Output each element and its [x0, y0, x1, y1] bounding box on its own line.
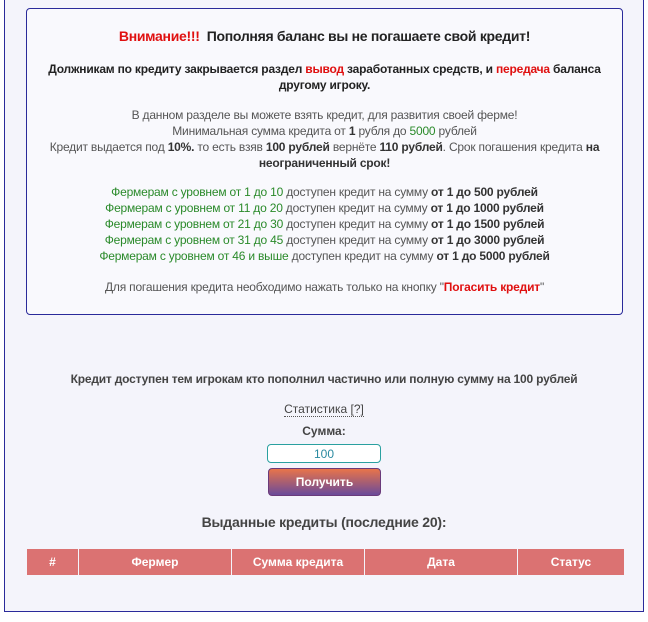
level-range: Фермерам с уровнем от 21 до 30 — [104, 217, 284, 231]
level-text: доступен кредит на сумму — [282, 201, 431, 215]
desc-rate: 10%. — [167, 140, 195, 154]
desc-term-prefix: . Срок погашения кредита — [442, 140, 586, 154]
level-row — [37, 200, 612, 216]
desc-return-prefix: вернёте — [329, 140, 380, 154]
level-text: доступен кредит на сумму — [283, 217, 432, 231]
level-text: доступен кредит на сумму — [288, 249, 437, 263]
stats-link[interactable]: Статистика [?] — [284, 402, 364, 416]
level-range: Фермерам с уровнем от 1 до 10 — [111, 185, 284, 199]
col-status: Статус — [518, 549, 625, 576]
desc-term: на неограниченный срок! — [258, 140, 600, 170]
desc-return: 110 рублей — [379, 140, 443, 154]
desc-max-value: 5000 — [409, 124, 436, 138]
level-text: доступен кредит на сумму — [283, 233, 432, 247]
desc-min-prefix: Минимальная сумма кредита от — [172, 124, 349, 138]
issued-credits-title: Выданные кредиты (последние 20): — [201, 514, 447, 530]
debtors-peredacha: передача — [495, 62, 550, 76]
col-number: # — [27, 549, 79, 576]
desc-line-2 — [37, 123, 612, 139]
col-farmer: Фермер — [79, 549, 232, 576]
level-range: Фермерам с уровнем от 31 до 45 — [104, 233, 284, 247]
debtors-notice — [37, 61, 612, 93]
debtors-text-1: Должникам по кредиту закрывается раздел — [48, 62, 306, 76]
page-container — [4, 0, 644, 612]
col-date: Дата — [365, 549, 518, 576]
desc-took: 100 рублей — [265, 140, 330, 154]
attention-text: Внимание!!! — [118, 28, 200, 44]
level-amount: от 1 до 1500 рублей — [431, 217, 545, 231]
desc-line-1: В данном разделе вы можете взять кредит, для развития своей ферме! — [131, 108, 518, 122]
desc-currency: рублей — [435, 124, 477, 138]
desc-line-3 — [37, 139, 612, 171]
desc-rate-prefix: Кредит выдается под — [49, 140, 168, 154]
credits-table — [26, 548, 625, 576]
level-amount: от 1 до 3000 рублей — [431, 233, 545, 247]
repay-end: " — [539, 280, 544, 294]
debtors-text-2: заработанных средств, и — [343, 62, 496, 76]
level-range: Фермерам с уровнем от 11 до 20 — [105, 201, 283, 215]
sum-input[interactable] — [267, 444, 381, 463]
get-credit-button[interactable]: Получить — [268, 468, 381, 496]
level-amount: от 1 до 5000 рублей — [436, 249, 550, 263]
repay-button-name: Погасить кредит — [443, 280, 540, 294]
warning-text: Пополняя баланс вы не погашаете свой кредит! — [206, 28, 531, 44]
credit-description — [37, 107, 612, 171]
debtors-text-3: баланса другому игроку. — [278, 62, 601, 92]
warning-line — [27, 28, 622, 44]
level-text: доступен кредит на сумму — [283, 185, 432, 199]
level-range: Фермерам с уровнем от 46 и выше — [99, 249, 289, 263]
level-row — [37, 216, 612, 232]
sum-label: Сумма: — [302, 424, 346, 438]
desc-min-value: 1 — [348, 124, 356, 138]
level-limits — [37, 184, 612, 264]
level-row — [37, 184, 612, 200]
available-note: Кредит доступен тем игрокам кто пополнил частично или полную сумму на 100 рублей — [70, 372, 578, 386]
desc-took-prefix: то есть взяв — [194, 140, 266, 154]
level-row — [37, 248, 612, 264]
repay-text: Для погашения кредита необходимо нажать только на кнопку " — [105, 280, 444, 294]
info-box — [26, 8, 623, 315]
repay-note — [37, 280, 612, 294]
stats-row — [5, 402, 643, 416]
desc-min-suffix: рубля до — [355, 124, 410, 138]
col-amount: Сумма кредита — [232, 549, 365, 576]
level-amount: от 1 до 500 рублей — [431, 185, 538, 199]
level-amount: от 1 до 1000 рублей — [430, 201, 544, 215]
table-header-row — [27, 549, 625, 576]
debtors-vyvod: вывод — [305, 62, 344, 76]
level-row — [37, 232, 612, 248]
